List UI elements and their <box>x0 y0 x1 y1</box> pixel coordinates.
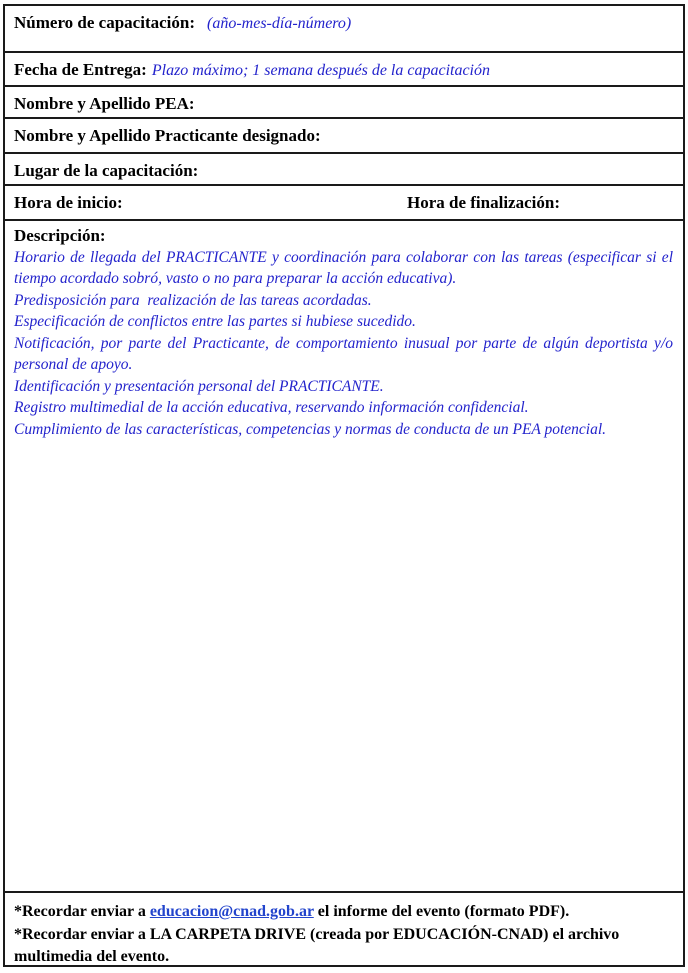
descripcion-label: Descripción: <box>14 226 106 245</box>
row-nombre-pea <box>5 87 683 119</box>
descripcion-item: Registro multimedial de la acción educativa, reservando información confidencial. <box>14 399 529 416</box>
row-lugar-capacitacion <box>5 154 683 186</box>
row-numero-capacitacion <box>5 6 683 53</box>
descripcion-item: Horario de llegada del PRACTICANTE y coordinación para colaborar con las tareas (especificar si el tiempo acordado sobró, vasto o no para preparar la acción educativa). <box>14 248 677 287</box>
row-fecha-entrega <box>5 53 683 87</box>
lugar-capacitacion-label: Lugar de la capacitación: <box>14 161 199 180</box>
row-descripcion <box>5 221 683 893</box>
email-link[interactable]: educacion@cnad.gob.ar <box>149 903 314 920</box>
row-horas <box>5 186 683 221</box>
hora-inicio-label: Hora de inicio: <box>14 193 123 212</box>
descripcion-item: Cumplimiento de las características, competencias y normas de conducta de un PEA potencial. <box>14 420 607 438</box>
row-footer-notes <box>5 893 683 965</box>
descripcion-item: Especificación de conflictos entre las partes si hubiese sucedido. <box>14 313 416 330</box>
footer-note-2: *Recordar enviar a LA CARPETA DRIVE (creada por EDUCACIÓN-CNAD) el archivo multimedia del evento. <box>14 925 620 965</box>
numero-capacitacion-placeholder: (año-mes-día-número) <box>207 15 352 32</box>
descripcion-item: Identificación y presentación personal del PRACTICANTE. <box>14 377 384 395</box>
numero-capacitacion-label: Número de capacitación: <box>14 13 195 32</box>
form-table <box>3 4 685 967</box>
hora-finalizacion-label: Hora de finalización: <box>407 193 560 212</box>
footer-note-1 <box>14 901 674 924</box>
fecha-entrega-label: Fecha de Entrega: <box>14 60 147 79</box>
nombre-practicante-label: Nombre y Apellido Practicante designado: <box>14 126 321 145</box>
nombre-pea-label: Nombre y Apellido PEA: <box>14 94 195 113</box>
descripcion-item: Notificación, por parte del Practicante, de comportamiento inusual por parte de algún deportista y/o personal de apoyo. <box>14 334 677 373</box>
footer-note-1-suffix: el informe del evento (formato PDF). <box>313 903 570 920</box>
row-nombre-practicante <box>5 119 683 154</box>
fecha-entrega-placeholder: Plazo máximo; 1 semana después de la capacitación <box>151 62 490 79</box>
descripcion-item: Predisposición para realización de las tareas acordadas. <box>14 291 372 309</box>
footer-note-1-prefix: *Recordar enviar a <box>14 903 150 920</box>
